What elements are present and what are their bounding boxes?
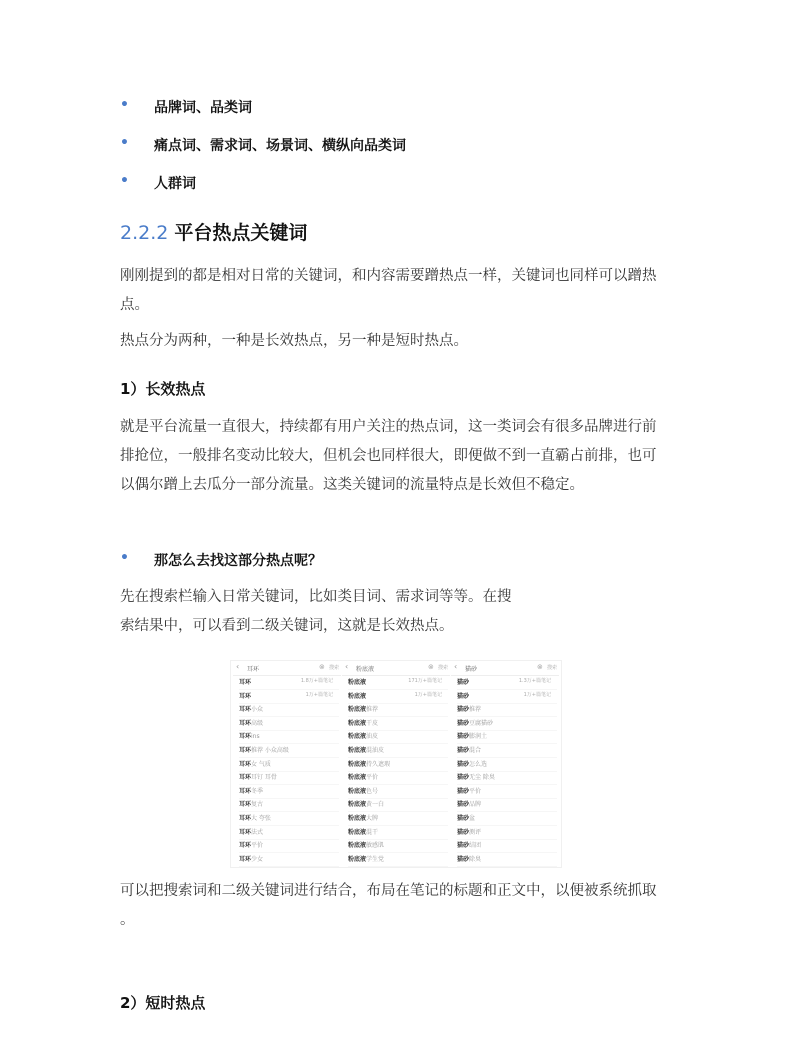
search-button: 搜索 [547, 665, 558, 671]
suggestion-row[interactable] [348, 799, 448, 812]
suggestion-keyword: 粉底液 [348, 801, 367, 809]
suggestion-keyword: 粉底液 [348, 842, 367, 850]
suggestion-row[interactable] [239, 854, 339, 867]
suggestion-keyword: 耳环 [239, 774, 252, 782]
suggestion-keyword: 耳环 [239, 692, 252, 700]
suggestion-count: 1.3万+篇笔记 [518, 678, 551, 684]
clear-icon: ⊗ [537, 663, 543, 671]
suggestion-count: 1万+篇笔记 [523, 691, 551, 698]
suggestion-suffix: 耳钉 耳骨 [251, 774, 277, 782]
search-bar [233, 661, 341, 676]
search-bar [451, 661, 559, 676]
search-query: 耳环 [247, 666, 260, 673]
suggestion-row[interactable] [457, 854, 557, 867]
suggestion-suffix: 混干 [366, 828, 379, 836]
bullet-marker: • [120, 135, 129, 151]
back-icon: ‹ [345, 662, 349, 671]
suggestion-suffix: 敏感肌 [366, 842, 385, 850]
suggestion-count: 1万+篇笔记 [414, 691, 442, 698]
suggestion-row[interactable] [239, 745, 339, 758]
suggestion-keyword: 猫砂 [457, 760, 470, 768]
suggestion-suffix: 怎么选 [469, 760, 488, 768]
suggestion-row[interactable] [457, 799, 557, 812]
suggestion-keyword: 耳环 [239, 787, 252, 795]
suggestion-suffix: 法式 [251, 828, 264, 836]
suggestion-suffix: 推荐 [366, 706, 379, 714]
bullet-marker: • [120, 97, 129, 113]
search-button: 搜索 [438, 665, 449, 671]
suggestion-suffix: 推荐 [469, 706, 482, 714]
paragraph-long-term [120, 413, 680, 500]
suggestion-suffix: 盆 [469, 815, 476, 822]
suggestion-keyword: 猫砂 [457, 774, 470, 782]
suggestion-keyword: 猫砂 [457, 828, 470, 836]
paragraph-line: 以偶尔蹭上去瓜分一部分流量。这类关键词的流量特点是长效但不稳定。 [120, 477, 584, 493]
clear-icon: ⊗ [319, 663, 325, 671]
suggestion-suffix: 色号 [366, 787, 379, 795]
suggestion-keyword: 耳环 [239, 801, 252, 809]
suggestion-keyword: 耳环 [239, 815, 252, 822]
suggestion-suffix: 膨润土 [469, 733, 488, 741]
suggestion-keyword: 耳环 [239, 842, 252, 850]
suggestion-count: 1万+篇笔记 [305, 691, 333, 698]
subheading-long-term: 1）长效热点 [120, 380, 206, 398]
suggestion-row[interactable] [457, 786, 557, 799]
search-column [451, 661, 559, 867]
suggestion-suffix: 冬季 [251, 787, 264, 795]
suggestion-row[interactable] [239, 786, 339, 799]
suggestion-suffix: 干皮 [366, 719, 379, 727]
suggestion-row[interactable] [457, 718, 557, 731]
suggestion-row[interactable] [348, 827, 448, 840]
suggestion-suffix: 推荐 小众高级 [251, 747, 289, 754]
suggestion-row[interactable] [348, 677, 448, 690]
paragraph-line: 。 [120, 912, 135, 928]
suggestion-row[interactable] [239, 677, 339, 690]
suggestion-row[interactable] [457, 704, 557, 717]
suggestion-keyword: 猫砂 [457, 733, 470, 741]
search-button: 搜索 [329, 665, 340, 671]
suggestion-suffix: 平价 [251, 842, 264, 850]
suggestion-suffix: 品牌 [469, 801, 482, 809]
suggestion-row[interactable] [457, 691, 557, 704]
paragraph-line: 排抢位，一般排名变动比较大，但机会也同样很大，即便做不到一直霸占前排，也可 [120, 448, 657, 464]
suggestion-keyword: 猫砂 [457, 692, 470, 700]
suggestion-keyword: 猫砂 [457, 855, 470, 863]
suggestion-keyword: 粉底液 [348, 733, 367, 741]
suggestion-keyword: 耳环 [239, 855, 252, 863]
suggestion-row[interactable] [348, 718, 448, 731]
suggestion-row[interactable] [348, 813, 448, 826]
suggestion-row[interactable] [457, 759, 557, 772]
suggestion-row[interactable] [348, 786, 448, 799]
suggestion-keyword: 耳环 [239, 760, 252, 768]
suggestion-suffix: 豆腐猫砂 [469, 719, 494, 727]
suggestion-row[interactable] [239, 827, 339, 840]
suggestion-suffix: 女 气质 [251, 760, 271, 768]
search-query: 猫砂 [465, 666, 478, 673]
suggestion-keyword: 猫砂 [457, 706, 470, 714]
search-column [342, 661, 450, 867]
suggestion-row[interactable] [239, 840, 339, 853]
suggestion-row[interactable] [457, 813, 557, 826]
suggestion-keyword: 粉底液 [348, 787, 367, 795]
suggestion-suffix: 学生党 [366, 855, 385, 863]
paragraph-line: 刚刚提到的都是相对日常的关键词，和内容需要蹭热点一样，关键词也同样可以蹭热 [120, 268, 657, 284]
paragraph-intro [120, 262, 680, 320]
suggestion-suffix: 复古 [251, 801, 264, 809]
bullet-marker: • [120, 550, 129, 566]
section-title: 平台热点关键词 [174, 222, 308, 244]
suggestion-suffix: 测评 [469, 828, 482, 836]
suggestion-keyword: 粉底液 [348, 719, 367, 727]
paragraph-types: 热点分为两种，一种是长效热点，另一种是短时热点。 [120, 333, 468, 349]
suggestion-row[interactable] [348, 759, 448, 772]
suggestion-keyword: 猫砂 [457, 842, 470, 850]
suggestion-keyword: 猫砂 [457, 679, 470, 686]
suggestion-suffix: 平价 [366, 774, 379, 782]
bullet-marker: • [120, 173, 129, 189]
suggestion-suffix: 大 夸张 [251, 815, 271, 822]
suggestion-row[interactable] [348, 704, 448, 717]
suggestion-keyword: 粉底液 [348, 760, 367, 768]
search-column [233, 661, 341, 867]
suggestion-suffix: 黄一白 [366, 801, 385, 809]
suggestion-row[interactable] [348, 772, 448, 785]
suggestion-keyword: 粉底液 [348, 828, 367, 836]
section-heading [120, 218, 307, 245]
paragraph-line: 就是平台流量一直很大，持续都有用户关注的热点词，这一类词会有很多品牌进行前 [120, 419, 657, 435]
suggestion-suffix: 油皮 [366, 733, 379, 741]
suggestion-keyword: 耳环 [239, 733, 252, 741]
suggestion-row[interactable] [457, 745, 557, 758]
suggestion-row[interactable] [348, 745, 448, 758]
suggestion-suffix: 高级 [251, 719, 264, 727]
suggestion-suffix: 少女 [251, 855, 264, 863]
suggestion-count: 1.8万+篇笔记 [300, 678, 333, 684]
paragraph-line: 先在搜索栏输入日常关键词，比如类目词、需求词等等。在搜 [120, 589, 512, 605]
suggestion-row[interactable] [348, 731, 448, 744]
suggestion-keyword: 猫砂 [457, 801, 470, 809]
suggestion-keyword: 耳环 [239, 706, 252, 714]
suggestion-row[interactable] [457, 677, 557, 690]
suggestion-row[interactable] [239, 691, 339, 704]
section-number: 2.2.2 [120, 222, 169, 244]
suggestion-keyword: 耳环 [239, 747, 252, 754]
suggestion-keyword: 粉底液 [348, 747, 367, 754]
suggestion-keyword: 粉底液 [348, 855, 367, 863]
suggestion-row[interactable] [239, 772, 339, 785]
paragraph-line: 可以把搜索词和二级关键词进行结合，布局在笔记的标题和正文中，以便被系统抓取 [120, 883, 657, 899]
paragraph-line: 点。 [120, 297, 149, 313]
paragraph-combine [120, 877, 680, 935]
suggestion-row[interactable] [348, 840, 448, 853]
bullet-text: 那怎么去找这部分热点呢？ [154, 553, 322, 569]
subheading-short-term: 2）短时热点 [120, 994, 206, 1012]
back-icon: ‹ [236, 662, 240, 671]
suggestion-keyword: 粉底液 [348, 692, 367, 700]
suggestion-keyword: 耳环 [239, 679, 252, 686]
bullet-text: 品牌词、品类词 [154, 100, 252, 116]
suggestion-suffix: 无尘 除臭 [469, 774, 495, 782]
suggestion-suffix: 混油皮 [366, 747, 385, 754]
suggestion-row[interactable] [348, 691, 448, 704]
suggestion-suffix: 小众 [251, 706, 264, 714]
suggestion-suffix: 混合 [469, 747, 482, 754]
bullet-text: 人群词 [154, 176, 196, 192]
paragraph-method [120, 583, 680, 641]
search-query: 粉底液 [356, 666, 375, 673]
suggestion-suffix: 持久遮瑕 [366, 760, 391, 768]
suggestion-row[interactable] [457, 840, 557, 853]
suggestion-row[interactable] [239, 718, 339, 731]
suggestion-count: 171万+篇笔记 [408, 678, 442, 684]
suggestion-keyword: 猫砂 [457, 719, 470, 727]
suggestion-keyword: 耳环 [239, 828, 252, 836]
suggestion-suffix: 平价 [469, 787, 482, 795]
suggestion-row[interactable] [239, 759, 339, 772]
suggestion-row[interactable] [239, 731, 339, 744]
suggestion-suffix: 除臭 [469, 855, 482, 863]
suggestion-row[interactable] [239, 813, 339, 826]
suggestion-suffix: 大牌 [366, 815, 379, 822]
clear-icon: ⊗ [428, 663, 434, 671]
suggestion-keyword: 粉底液 [348, 679, 367, 686]
suggestion-suffix: 结团 [469, 842, 482, 850]
bullet-text: 痛点词、需求词、场景词、横纵向品类词 [154, 138, 406, 154]
suggestion-keyword: 粉底液 [348, 706, 367, 714]
suggestion-row[interactable] [457, 772, 557, 785]
suggestion-keyword: 粉底液 [348, 815, 367, 822]
suggestion-keyword: 粉底液 [348, 774, 367, 782]
suggestion-row[interactable] [457, 731, 557, 744]
suggestion-keyword: 猫砂 [457, 815, 470, 822]
suggestion-row[interactable] [457, 827, 557, 840]
search-results-screenshot [230, 660, 562, 868]
back-icon: ‹ [454, 662, 458, 671]
suggestion-keyword: 耳环 [239, 719, 252, 727]
search-bar [342, 661, 450, 676]
suggestion-keyword: 猫砂 [457, 787, 470, 795]
suggestion-row[interactable] [239, 704, 339, 717]
suggestion-row[interactable] [348, 854, 448, 867]
suggestion-suffix: ins [251, 733, 260, 741]
suggestion-row[interactable] [239, 799, 339, 812]
suggestion-keyword: 猫砂 [457, 747, 470, 754]
paragraph-line: 索结果中，可以看到二级关键词，这就是长效热点。 [120, 618, 454, 634]
